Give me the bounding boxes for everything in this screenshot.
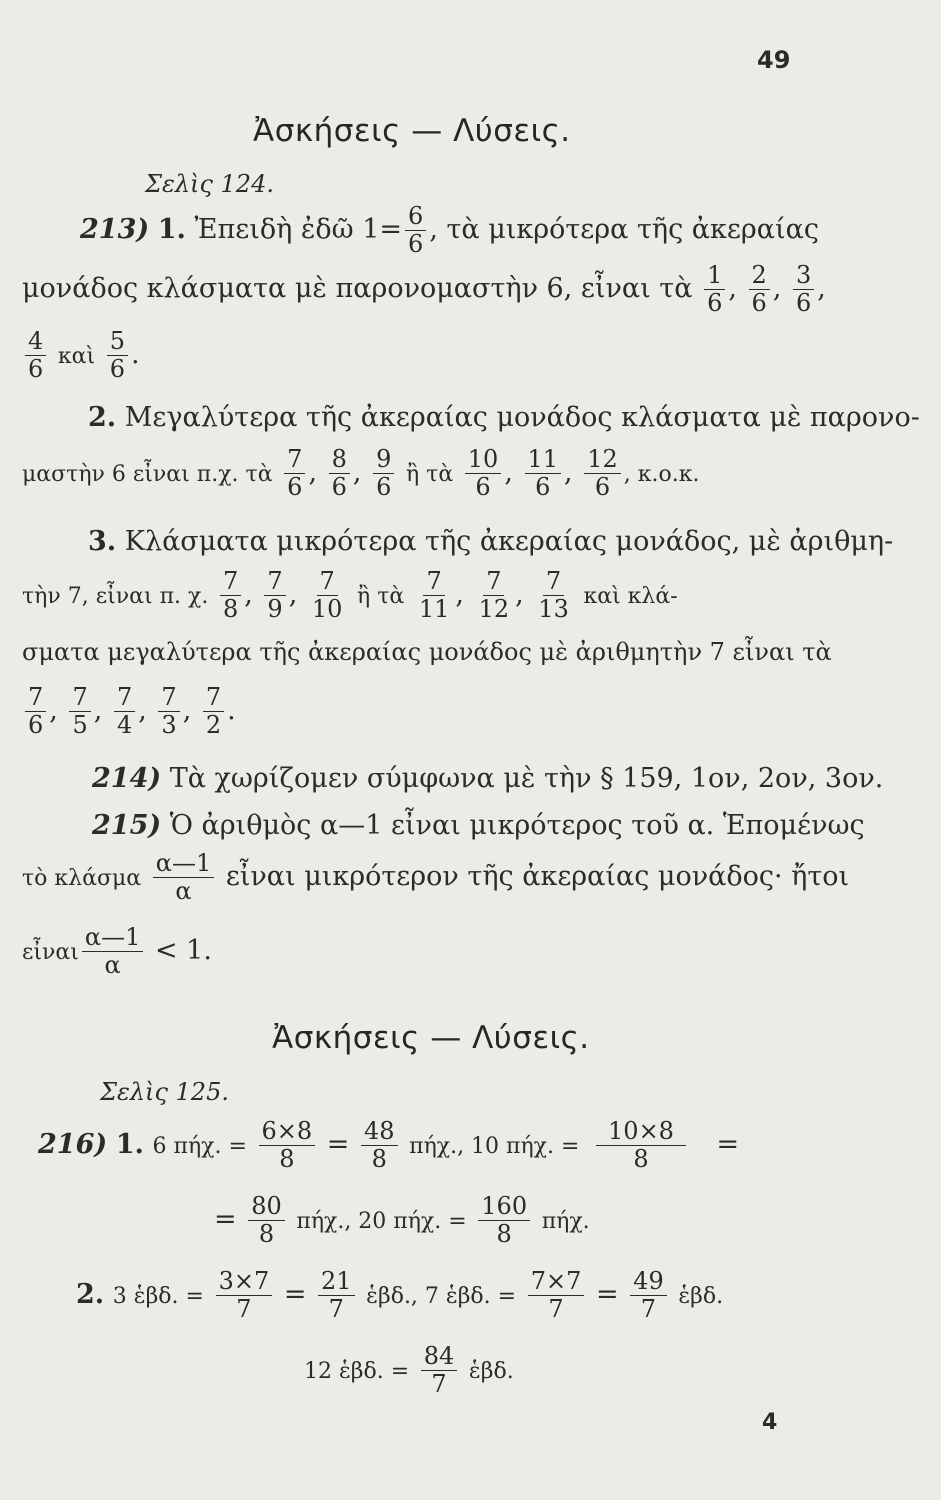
page-reference-124: Σελὶς 124. <box>145 170 274 198</box>
fraction-numerator: 6 <box>405 203 426 231</box>
fraction-denominator: 10 <box>311 594 343 623</box>
fraction-denominator: 6 <box>751 288 767 317</box>
item-1-label: 1. <box>157 213 186 245</box>
fraction <box>465 446 502 501</box>
fraction-denominator: 7 <box>328 1294 344 1323</box>
punctuation: , <box>182 694 192 726</box>
fraction-denominator: 4 <box>116 710 133 739</box>
fraction <box>107 328 128 383</box>
exercise-215-line-3 <box>22 924 212 979</box>
fraction <box>416 568 453 623</box>
fraction <box>264 568 285 623</box>
fraction-denominator: 6 <box>475 472 491 501</box>
fraction-denominator: 6 <box>707 288 723 317</box>
text-segment: καὶ κλά- <box>583 583 678 609</box>
item-1-label: 1. <box>115 1128 144 1160</box>
fraction-denominator: 6 <box>109 354 125 383</box>
fraction-numerator: 1 <box>704 262 725 290</box>
fraction-denominator: 13 <box>538 594 569 623</box>
fraction-numerator: 80 <box>248 1193 285 1221</box>
exercise-216-line-4 <box>304 1343 514 1398</box>
fraction-numerator: 48 <box>361 1118 398 1146</box>
fraction-numerator: 2 <box>749 262 770 290</box>
exercise-213-number: 213) <box>80 213 150 245</box>
fraction-numerator: 3 <box>793 262 814 290</box>
exercise-213-item-2-line-1 <box>88 402 920 433</box>
exercise-213-item-3-line-3: σματα μεγαλύτερα τῆς ἀκεραίας μονάδος μὲ ἀριθμητὴν 7 εἶναι τὰ <box>22 638 832 666</box>
fraction-numerator: 12 <box>584 446 621 474</box>
punctuation: = <box>595 1278 619 1310</box>
page-reference-125: Σελὶς 125. <box>100 1078 229 1106</box>
fraction <box>525 446 562 501</box>
fraction-denominator: 8 <box>633 1144 649 1173</box>
fraction <box>476 568 513 623</box>
punctuation: , <box>308 456 318 488</box>
fraction-numerator: 9 <box>373 446 394 474</box>
exercise-213-line-3 <box>22 328 140 383</box>
fraction <box>69 684 90 739</box>
fraction <box>421 1343 458 1398</box>
fraction-numerator: 49 <box>630 1268 667 1296</box>
punctuation: . <box>130 338 140 370</box>
text-segment: τὸ κλάσμα <box>22 865 142 891</box>
text-segment: πήχ., 20 πήχ. = <box>296 1208 467 1234</box>
text-segment: < 1. <box>154 934 212 966</box>
fraction <box>318 1268 355 1323</box>
text-segment: εἶναι μικρότερον τῆς ἀκεραίας μονάδος· ἤτοι <box>225 860 850 892</box>
fraction <box>596 1118 686 1173</box>
fraction-denominator: 6 <box>594 472 611 501</box>
punctuation: , <box>817 272 826 304</box>
fraction <box>309 568 346 623</box>
text-segment: ἑβδ. <box>678 1283 724 1309</box>
fraction <box>284 446 305 501</box>
fraction-numerator: 7 <box>203 684 224 712</box>
punctuation: . <box>227 694 236 726</box>
fraction-denominator: 5 <box>72 710 88 739</box>
fraction-numerator: 7 <box>220 568 241 596</box>
fraction-denominator: 11 <box>418 594 450 623</box>
fraction-denominator: 7 <box>640 1294 657 1323</box>
fraction-numerator: 8 <box>329 446 350 474</box>
fraction-denominator: α <box>175 876 192 905</box>
fraction <box>259 1118 316 1173</box>
text-segment: 3 ἑβδ. = <box>112 1283 204 1309</box>
exercise-213-line-2 <box>22 262 826 317</box>
text-segment: καὶ <box>57 343 96 369</box>
text-segment: εἶναι <box>22 939 79 965</box>
exercise-213-item-2-line-2 <box>22 446 700 501</box>
exercise-216-line-3 <box>76 1268 723 1323</box>
fraction-numerator: 7 <box>543 568 564 596</box>
punctuation: , <box>455 578 464 610</box>
punctuation: , <box>93 694 103 726</box>
fraction <box>203 684 224 739</box>
exercise-213-item-3-line-1 <box>88 526 893 557</box>
fraction-denominator: 2 <box>205 710 222 739</box>
item-3-label: 3. <box>88 526 117 557</box>
punctuation: = <box>214 1203 237 1235</box>
section-heading-2: Ἀσκήσεις — Λύσεις. <box>272 1020 590 1056</box>
fraction <box>82 924 143 979</box>
fraction <box>153 850 214 905</box>
fraction-numerator: 6×8 <box>259 1118 316 1146</box>
fraction <box>114 684 135 739</box>
fraction-denominator: 7 <box>431 1369 447 1398</box>
item-2-label: 2. <box>88 402 117 433</box>
fraction-denominator: α <box>104 950 121 979</box>
fraction-denominator: 8 <box>222 594 239 623</box>
text-segment: 12 ἑβδ. = <box>304 1358 410 1384</box>
fraction-denominator: 3 <box>161 710 177 739</box>
text-segment: μαστὴν 6 εἶναι π.χ. τὰ <box>22 461 273 487</box>
punctuation: , <box>504 456 513 488</box>
fraction-numerator: 160 <box>478 1193 530 1221</box>
punctuation: = <box>326 1128 350 1160</box>
exercise-216-line-2 <box>214 1193 590 1248</box>
text-segment: ἢ τὰ <box>405 461 454 487</box>
punctuation: , <box>244 578 253 610</box>
fraction <box>630 1268 667 1323</box>
fraction-denominator: 12 <box>478 594 510 623</box>
fraction-numerator: 7 <box>423 568 444 596</box>
punctuation: , <box>772 272 782 304</box>
fraction <box>373 446 394 501</box>
text-segment: ἑβδ. <box>468 1358 514 1384</box>
fraction-numerator: 7 <box>317 568 338 596</box>
fraction-numerator: α—1 <box>153 850 214 878</box>
exercise-216-line-1 <box>38 1118 739 1173</box>
punctuation: , <box>352 456 362 488</box>
fraction-denominator: 7 <box>548 1294 564 1323</box>
fraction-numerator: 7 <box>483 568 504 596</box>
fraction-numerator: 4 <box>25 328 46 356</box>
text-segment: 6 πήχ. = <box>152 1133 247 1159</box>
text-segment: Ὁ ἀριθμὸς α—1 εἶναι μικρότερος τοῦ α. Ἑπομένως <box>169 810 865 841</box>
fraction-denominator: 6 <box>331 472 347 501</box>
text-segment: Κλάσματα μικρότερα τῆς ἀκεραίας μονάδος, μὲ ἀριθμη- <box>124 526 894 557</box>
exercise-216-number: 216) <box>38 1128 108 1160</box>
fraction <box>248 1193 285 1248</box>
punctuation: , <box>138 694 147 726</box>
text-segment: πήχ., 10 πήχ. = <box>409 1133 580 1159</box>
punctuation: , <box>564 456 573 488</box>
fraction-denominator: 6 <box>28 354 44 383</box>
fraction <box>584 446 621 501</box>
text-segment: Τὰ χωρίζομεν σύμφωνα μὲ τὴν § 159, 1ον, 2ον, 3ον. <box>169 763 884 794</box>
punctuation: , <box>728 272 737 304</box>
fraction-denominator: 8 <box>279 1144 295 1173</box>
fraction-denominator: 6 <box>376 472 392 501</box>
fraction-denominator: 6 <box>535 472 551 501</box>
fraction-denominator: 6 <box>28 710 44 739</box>
text-segment: ἑβδ., 7 ἑβδ. = <box>366 1283 517 1309</box>
fraction <box>749 262 770 317</box>
fraction <box>528 1268 585 1323</box>
fraction <box>216 1268 273 1323</box>
fraction <box>535 568 572 623</box>
fraction <box>25 684 46 739</box>
fraction <box>220 568 241 623</box>
fraction-numerator: 7 <box>114 684 135 712</box>
fraction <box>25 328 46 383</box>
fraction <box>158 684 179 739</box>
fraction-numerator: 7 <box>25 684 46 712</box>
text-segment: μονάδος κλάσματα μὲ παρονομαστὴν 6, εἶναι τὰ <box>22 272 693 304</box>
page-number: 49 <box>757 46 791 74</box>
fraction-numerator: 7 <box>284 446 305 474</box>
fraction-numerator: 21 <box>318 1268 355 1296</box>
fraction <box>793 262 814 317</box>
fraction <box>361 1118 398 1173</box>
fraction-numerator: 84 <box>421 1343 458 1371</box>
text-segment: τὴν 7, εἶναι π. χ. <box>22 583 209 609</box>
item-2-label: 2. <box>76 1278 105 1310</box>
punctuation: = <box>283 1278 307 1310</box>
fraction-numerator: 7×7 <box>528 1268 585 1296</box>
signature-mark: 4 <box>762 1410 778 1435</box>
fraction-numerator: 10×8 <box>596 1118 686 1146</box>
punctuation: , <box>288 578 298 610</box>
fraction <box>405 203 426 258</box>
fraction-denominator: 6 <box>287 472 303 501</box>
fraction-numerator: 5 <box>107 328 128 356</box>
text-segment: ἢ τὰ <box>357 583 405 609</box>
exercise-214-number: 214) <box>92 763 162 794</box>
fraction-denominator: 8 <box>258 1219 275 1248</box>
fraction-numerator: 7 <box>158 684 179 712</box>
fraction-numerator: 7 <box>264 568 285 596</box>
exercise-213-item-3-line-4 <box>22 684 236 739</box>
fraction-denominator: 8 <box>496 1219 512 1248</box>
fraction-denominator: 8 <box>371 1144 387 1173</box>
exercise-214 <box>92 763 883 794</box>
text-segment: πήχ. <box>541 1208 590 1234</box>
text-segment: , τὰ μικρότερα τῆς ἀκεραίας <box>429 213 819 245</box>
exercise-215-line-2 <box>22 850 849 905</box>
exercise-215-line-1 <box>92 810 865 841</box>
fraction <box>329 446 350 501</box>
fraction-denominator: 6 <box>408 229 424 258</box>
punctuation: , <box>49 694 58 726</box>
text-segment: , κ.ο.κ. <box>623 461 700 487</box>
fraction <box>478 1193 530 1248</box>
fraction <box>704 262 725 317</box>
fraction-numerator: 3×7 <box>216 1268 273 1296</box>
fraction-numerator: α—1 <box>82 924 143 952</box>
exercise-213-item-3-line-2 <box>22 568 678 623</box>
fraction-denominator: 9 <box>267 594 283 623</box>
text-segment: Μεγαλύτερα τῆς ἀκεραίας μονάδος κλάσματα μὲ παρονο- <box>124 402 920 433</box>
fraction-denominator: 6 <box>796 288 812 317</box>
punctuation: = <box>716 1128 740 1160</box>
text-segment: Ἐπειδὴ ἐδῶ 1= <box>194 213 403 245</box>
exercise-215-number: 215) <box>92 810 162 841</box>
punctuation: , <box>515 578 524 610</box>
fraction-numerator: 11 <box>525 446 562 474</box>
fraction-numerator: 7 <box>69 684 90 712</box>
section-heading-1: Ἀσκήσεις — Λύσεις. <box>253 113 571 149</box>
fraction-numerator: 10 <box>465 446 502 474</box>
fraction-denominator: 7 <box>236 1294 252 1323</box>
exercise-213-line-1 <box>80 203 819 258</box>
